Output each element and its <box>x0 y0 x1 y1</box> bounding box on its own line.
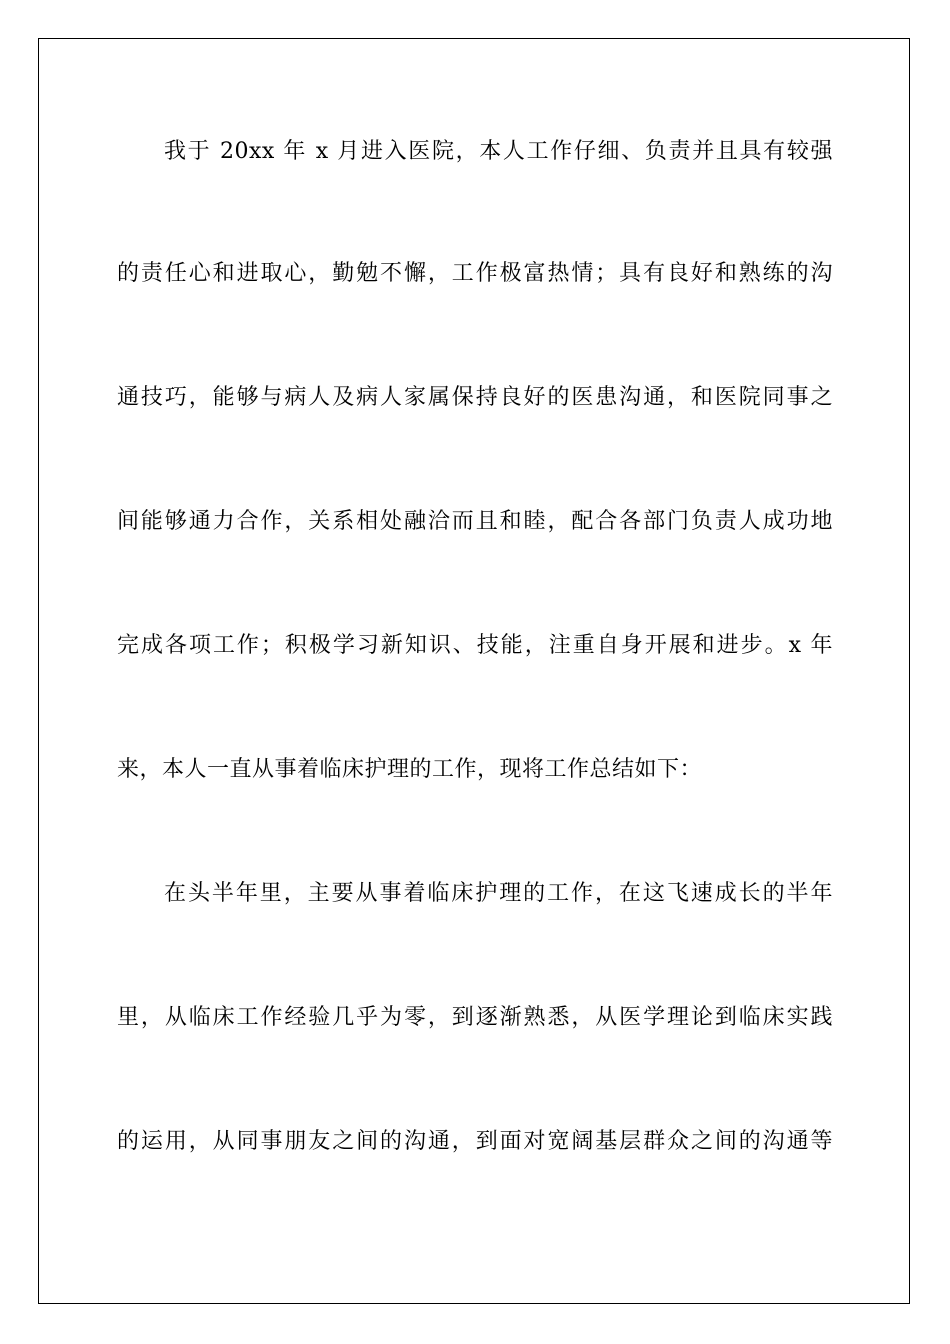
paragraph-2-line-1: 在头半年里，主要从事着临床护理的工作，在这飞速成长的半年 <box>164 881 833 906</box>
paragraph-1-line-4: 间能够通力合作，关系相处融洽而且和睦，配合各部门负责人成功地 <box>117 509 833 534</box>
paragraph-2-line-3: 的运用，从同事朋友之间的沟通，到面对宽阔基层群众之间的沟通等 <box>117 1129 833 1154</box>
paragraph-1-line-1: 我于 20xx 年 x 月进入医院，本人工作仔细、负责并且具有较强 <box>164 139 833 164</box>
paragraph-1-line-6: 来，本人一直从事着临床护理的工作，现将工作总结如下： <box>117 757 703 782</box>
paragraph-2-line-2: 里，从临床工作经验几乎为零，到逐渐熟悉，从医学理论到临床实践 <box>117 1005 833 1030</box>
paragraph-1-line-2: 的责任心和进取心，勤勉不懈，工作极富热情；具有良好和熟练的沟 <box>117 261 833 286</box>
paragraph-1-line-5: 完成各项工作；积极学习新知识、技能，注重自身开展和进步。x 年 <box>117 633 833 658</box>
page-border <box>38 38 910 1304</box>
paragraph-1-line-3: 通技巧，能够与病人及病人家属保持良好的医患沟通，和医院同事之 <box>117 385 833 410</box>
